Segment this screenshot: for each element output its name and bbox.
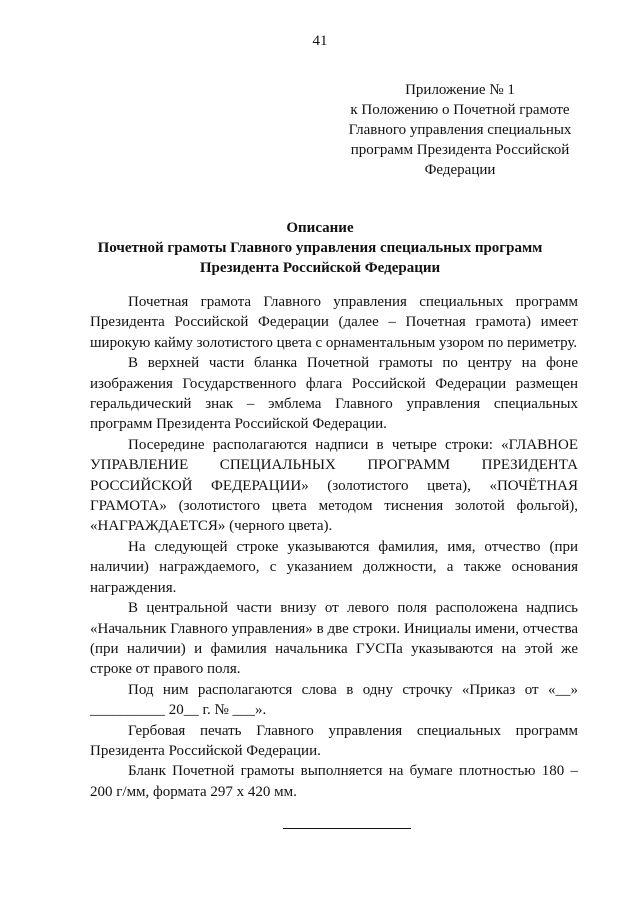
paragraph: В центральной части внизу от левого поля расположена надпись «Начальник Главного управления» в две строки. Инициалы имени, отчества (при наличии) и фамилия начальника ГУСПа указываются на этой же строке от правого поля. — [90, 600, 578, 678]
appendix-line: программ Президента Российской — [350, 142, 570, 158]
appendix-header — [335, 80, 585, 180]
paragraph: На следующей строке указываются фамилия, имя, отчество (при наличии) награждаемого, с указанием должности, а также основания награждения. — [90, 538, 578, 596]
appendix-line: к Положению о Почетной грамоте — [350, 102, 570, 118]
paragraph: Бланк Почетной грамоты выполняется на бумаге плотностью 180 – 200 г/мм, формата 297 х 420 мм. — [90, 763, 578, 800]
paragraph: Посередине располагаются надписи в четыре строки: «ГЛАВНОЕ УПРАВЛЕНИЕ СПЕЦИАЛЬНЫХ ПРОГРАММ ПРЕЗИДЕНТА РОССИЙСКОЙ ФЕДЕРАЦИИ» (золотистого цвета), «ПОЧЁТНАЯ ГРАМОТА» (золотистого цвета методом тиснения золотой фольгой), «НАГРАЖДАЕТСЯ» (черного цвета). — [90, 436, 578, 535]
appendix-line: Главного управления специальных — [348, 122, 572, 138]
paragraph: Под ним располагаются слова в одну строчку «Приказ от «__» __________ 20__ г. № ___». — [90, 681, 578, 719]
appendix-line: Федерации — [424, 162, 496, 178]
paragraph: В верхней части бланка Почетной грамоты по центру на фоне изображения Государственного флага Российской Федерации размещен геральдический знак – эмблема Главного управления специальных программ Президента Российской Федерации. — [90, 355, 578, 433]
paragraph: Почетная грамота Главного управления специальных программ Президента Российской Федерации (далее – Почетная грамота) имеет широкую кайму золотистого цвета с орнаментальным узором по периметру. — [90, 294, 578, 351]
end-rule — [283, 828, 411, 829]
title-line: Президента Российской Федерации — [199, 260, 441, 276]
appendix-line: Приложение № 1 — [405, 82, 515, 98]
page-number: 41 — [312, 33, 328, 49]
title-line: Описание — [286, 220, 354, 236]
paragraph: Гербовая печать Главного управления специальных программ Президента Российской Федерации. — [90, 722, 578, 759]
document-title — [0, 218, 640, 278]
title-line: Почетной грамоты Главного управления специальных программ — [97, 240, 543, 256]
document-body — [90, 292, 578, 802]
